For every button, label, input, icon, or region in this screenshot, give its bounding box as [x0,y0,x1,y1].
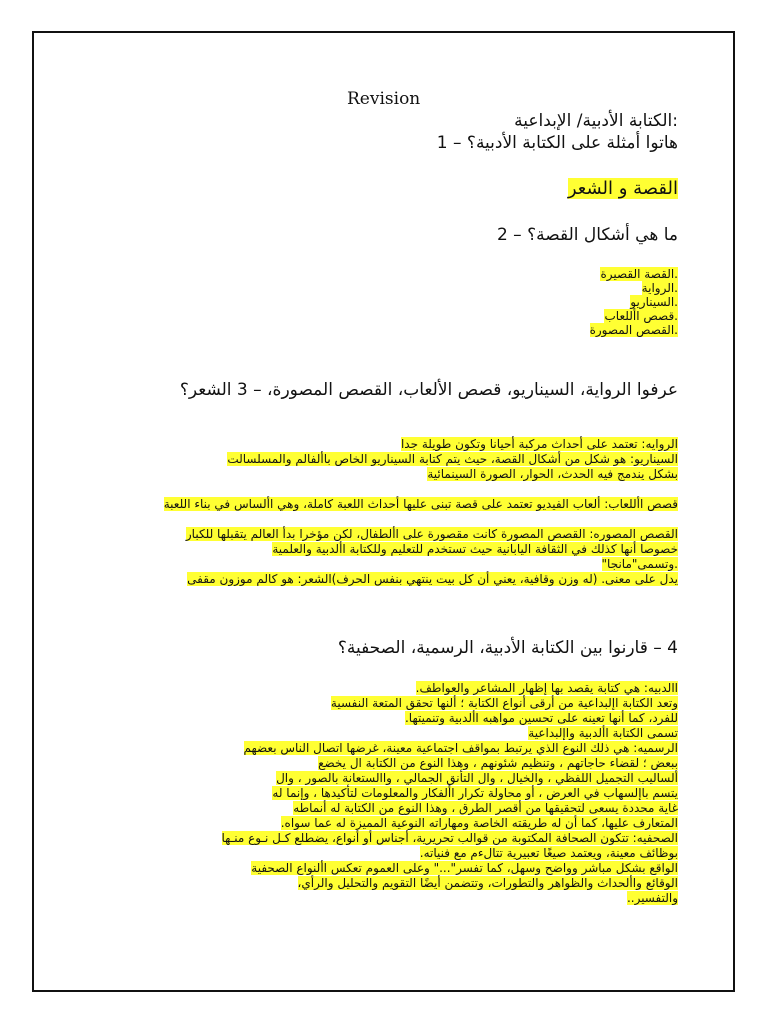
answer-4-line: غاية محددة يسعى لتحقيقها من أقصر الطرق ، وهذا النوع من الكتابة له أنماطه [293,801,678,815]
question-2-block [100,224,678,246]
question-2: ما هي أشكال القصة؟ – 2 [496,225,678,245]
answer-4-line: يتسم باإلسهاب في العرض ، أو محاولة تكرار األفكار والمعلومات لتأكيدها ، وإنما له [272,786,678,800]
story-forms-list [100,267,678,337]
answer-4-line: تسمى الكتابة األدبية واإلبداعية [528,726,678,740]
answer-1: القصة و الشعر [567,178,678,199]
answer-1-block [100,177,678,201]
definition-scenario: السيناريو: هو شكل من أشكال القصة، حيث يتم كتابة السيناريو الخاص باألفالم والمسلسالت [227,452,678,466]
definition-comics-manga: .وتسمى"مانجا" [601,557,678,571]
answer-4-line: االدبيه: هي كتابة يقصد بها إظهار المشاعر والعواطف. [415,681,678,695]
answer-4-line: بوظائف معينة، ويعتمد صيغًا تعبيرية تتالءم مع فنياته. [419,846,678,860]
list-item: .القصة القصيرة [600,267,678,281]
question-4-block [100,637,678,659]
answer-4-line: الرسميه: هي ذلك النوع الذي يرتبط بمواقف اجتماعية معينة، غرضها اتصال الناس بعضهم [243,741,678,755]
definition-poetry: يدل على معنى. (له وزن وقافية، يعني أن كل بيت ينتهي بنفس الحرف)الشعر: هو كالم موزون مقفى [187,572,678,586]
answer-4-line: وتعد الكتابة اإلبداعية من أرقى أنواع الكتابة ؛ ألنها تحقق المتعة النفسية [330,696,678,710]
answer-4-line: ألساليب التجميل اللفظي ، والخيال ، وال التأنق الجمالي ، واالستعانة بالصور ، وال [276,771,678,785]
list-item: .قصص األلعاب [604,309,678,323]
definition-novel: الروايه: تعتمد على أحداث مركبة أحيانا وتكون طويلة جدا [400,437,678,451]
answer-4-line: الوقائع واألحداث والظواهر والتطورات، وتتضمن أيضًا التقويم والتحليل والرأي، [297,876,678,890]
question-3-block [118,379,678,401]
question-4: 4 – قارنوا بين الكتابة الأدبية، الرسمية، الصحفية؟ [337,638,678,658]
answer-3-block [60,437,678,587]
list-item: .القصص المصورة [589,323,678,337]
definition-comics: القصص المصوره: القصص المصورة كانت مقصورة على األطفال، لكن مؤخرا بدأ العالم يتقبلها للكبار [185,527,678,541]
answer-4-line: الصحفيه: تتكون الصحافة المكتوبة من قوالب تحريرية، أجناس أو أنواع، يضطلع كـل نـوع منـها [221,831,678,845]
definition-comics-cont: خصوصا أنها كذلك في الثقافة اليابانية حيث تستخدم للتعليم وللكتابة األدبية والعلمية [272,542,678,556]
question-1: هاتوا أمثلة على الكتابة الأدبية؟ – 1 [436,133,678,153]
answer-4-line: والتفسير.. [626,891,678,905]
question-3: عرفوا الرواية، السيناريو، قصص الألعاب، القصص المصورة، – 3 الشعر؟ [179,380,678,400]
list-item: .الرواية [641,281,678,295]
definition-scenario-cont: بشكل يندمج فيه الحدث، الحوار، الصورة السينمائية [427,467,678,481]
answer-4-line: الواقع بشكل مباشر وواضح وسهل، كما تفسر"..." وعلى العموم تعكس األنواع الصحفية [251,861,678,875]
list-item: .السيناريو [630,295,678,309]
answer-4-block [100,681,678,906]
answer-4-line: للفرد، كما أنها تعينه على تحسين مواهبه األدبية وتنميتها. [404,711,678,725]
answer-4-line: ببعض ؛ لقضاء حاجاتهم ، وتنظيم شئونهم ، وهذا النوع من الكتابة ال يخضع [318,756,678,770]
definition-game-stories: قصص األلعاب: ألعاب الفيديو تعتمد على قصة تبنى عليها أحداث اللعبة كاملة، وهي األساس في بناء اللعبة [163,497,678,511]
doc-title: Revision [347,89,421,109]
section-heading: :الكتابة الأدبية/ الإبداعية [514,111,678,131]
answer-4-line: المتعارف عليها، كما أن له طريقته الخاصة ومهاراته النوعية المميزة له عما سواه. [280,816,678,830]
section-heading-block [100,110,678,154]
